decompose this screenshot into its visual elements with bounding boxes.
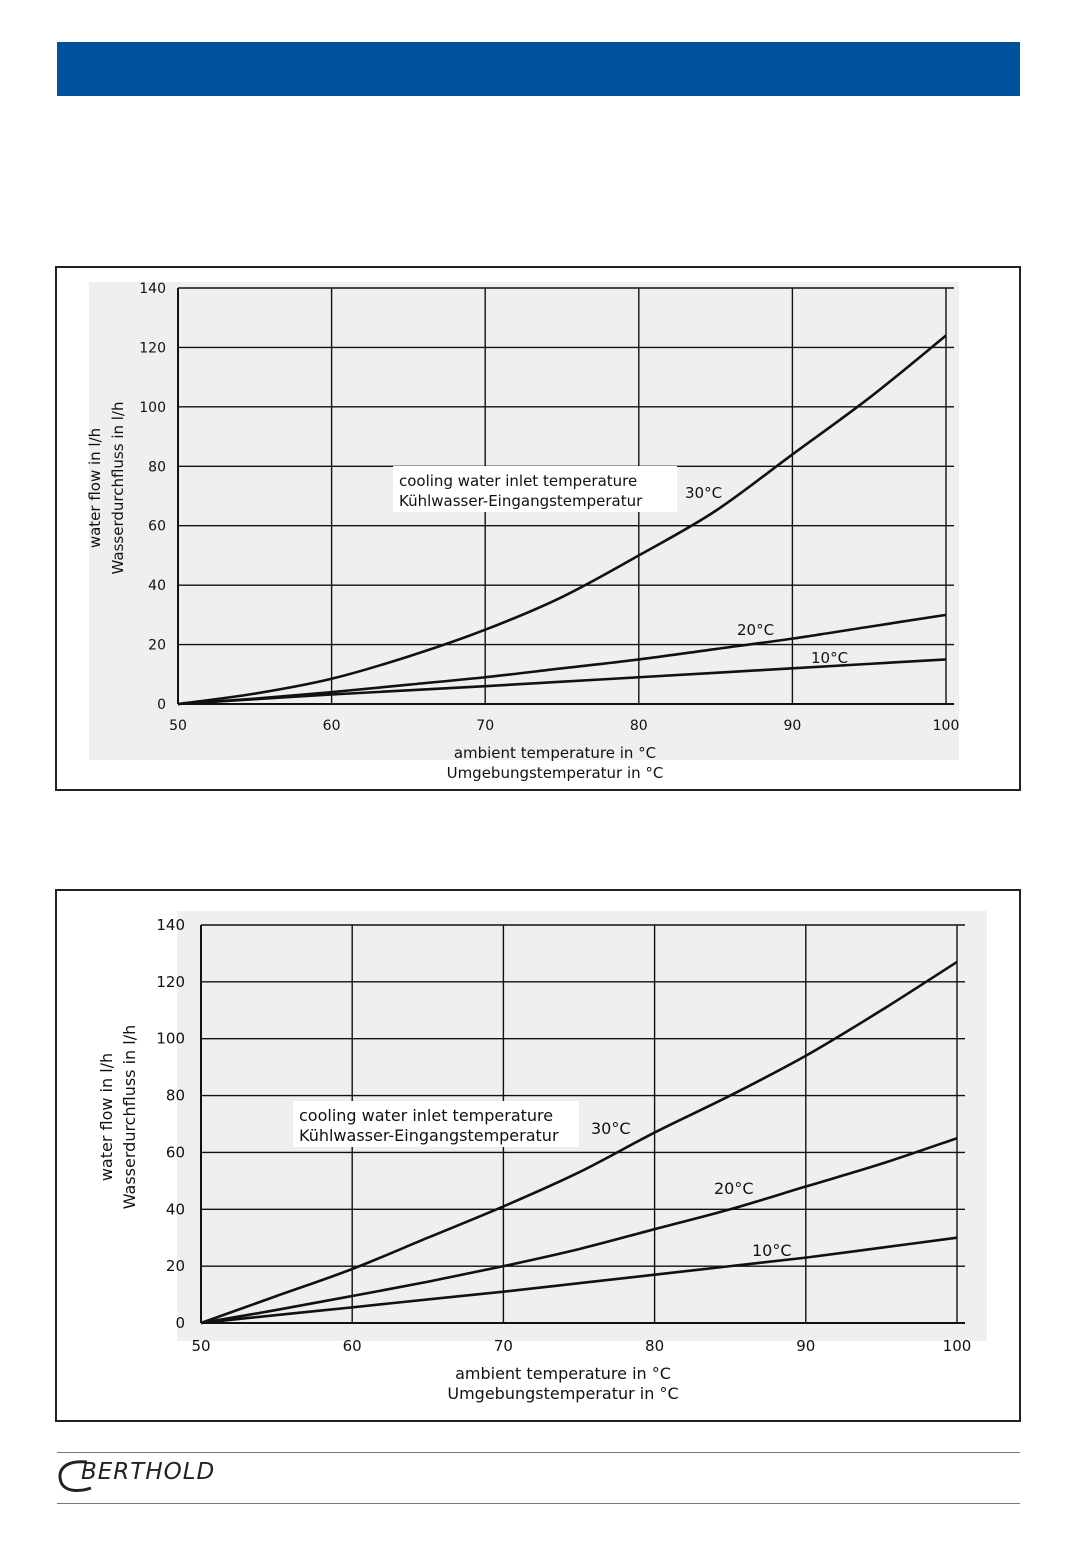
- plot-background: [89, 282, 959, 760]
- x-tick-label: 90: [796, 1337, 816, 1355]
- x-tick-label: 60: [342, 1337, 362, 1355]
- x-tick-label: 70: [476, 718, 495, 734]
- series-label: 20°C: [714, 1179, 754, 1198]
- series-label: 20°C: [737, 621, 775, 639]
- series-label: 10°C: [752, 1241, 792, 1260]
- series-label: 30°C: [685, 484, 723, 502]
- x-tick-label: 100: [932, 718, 960, 734]
- y-tick-label: 120: [139, 340, 166, 357]
- series-label: 10°C: [811, 649, 849, 667]
- x-tick-label: 80: [645, 1337, 665, 1355]
- x-tick-label: 70: [493, 1337, 513, 1355]
- y-tick-label: 140: [139, 281, 166, 297]
- chart-1: [57, 268, 1019, 789]
- annotation-line-2: Kühlwasser-Eingangstemperatur: [399, 492, 643, 510]
- y-tick-label: 120: [156, 972, 185, 991]
- y-axis-label-2: Wasserdurchfluss in l/h: [109, 401, 127, 575]
- x-tick-label: 100: [942, 1337, 972, 1355]
- x-tick-label: 50: [169, 718, 187, 734]
- chart-2: [57, 891, 1019, 1420]
- y-axis-label: water flow in l/h: [86, 427, 104, 549]
- berthold-logo: [57, 1456, 237, 1496]
- x-axis-label: ambient temperature in °C: [455, 1364, 671, 1383]
- chart-1-frame: [55, 266, 1021, 791]
- logo-text: BERTHOLD: [81, 1459, 216, 1485]
- y-tick-label: 100: [139, 399, 166, 416]
- y-tick-label: 80: [165, 1086, 185, 1105]
- header-bar: [57, 42, 1020, 96]
- x-tick-label: 80: [629, 718, 648, 734]
- y-tick-label: 40: [165, 1200, 185, 1219]
- y-tick-label: 60: [148, 518, 166, 535]
- x-tick-label: 50: [191, 1337, 211, 1355]
- annotation-line-1: cooling water inlet temperature: [399, 472, 638, 490]
- y-axis-label: water flow in l/h: [97, 1052, 116, 1182]
- x-tick-label: 90: [783, 718, 802, 734]
- footer-top-rule: [57, 1452, 1020, 1453]
- annotation-line-1: cooling water inlet temperature: [299, 1106, 554, 1125]
- y-tick-label: 20: [148, 637, 166, 654]
- x-axis-label-2: Umgebungstemperatur in °C: [446, 764, 664, 782]
- y-tick-label: 100: [156, 1029, 185, 1048]
- chart-2-frame: [55, 889, 1021, 1422]
- y-axis-label-2: Wasserdurchfluss in l/h: [120, 1024, 139, 1210]
- y-tick-label: 40: [148, 578, 166, 595]
- series-label: 30°C: [591, 1119, 631, 1138]
- y-tick-label: 60: [165, 1143, 185, 1162]
- x-tick-label: 60: [322, 718, 341, 734]
- annotation-line-2: Kühlwasser-Eingangstemperatur: [299, 1126, 559, 1145]
- y-tick-label: 20: [165, 1257, 185, 1276]
- x-axis-label-2: Umgebungstemperatur in °C: [447, 1384, 679, 1403]
- y-tick-label: 80: [148, 459, 166, 476]
- y-tick-label: 140: [156, 916, 185, 934]
- y-tick-label: 0: [175, 1314, 185, 1332]
- footer-bottom-rule: [57, 1503, 1020, 1504]
- x-axis-label: ambient temperature in °C: [453, 744, 657, 762]
- y-tick-label: 0: [157, 697, 166, 713]
